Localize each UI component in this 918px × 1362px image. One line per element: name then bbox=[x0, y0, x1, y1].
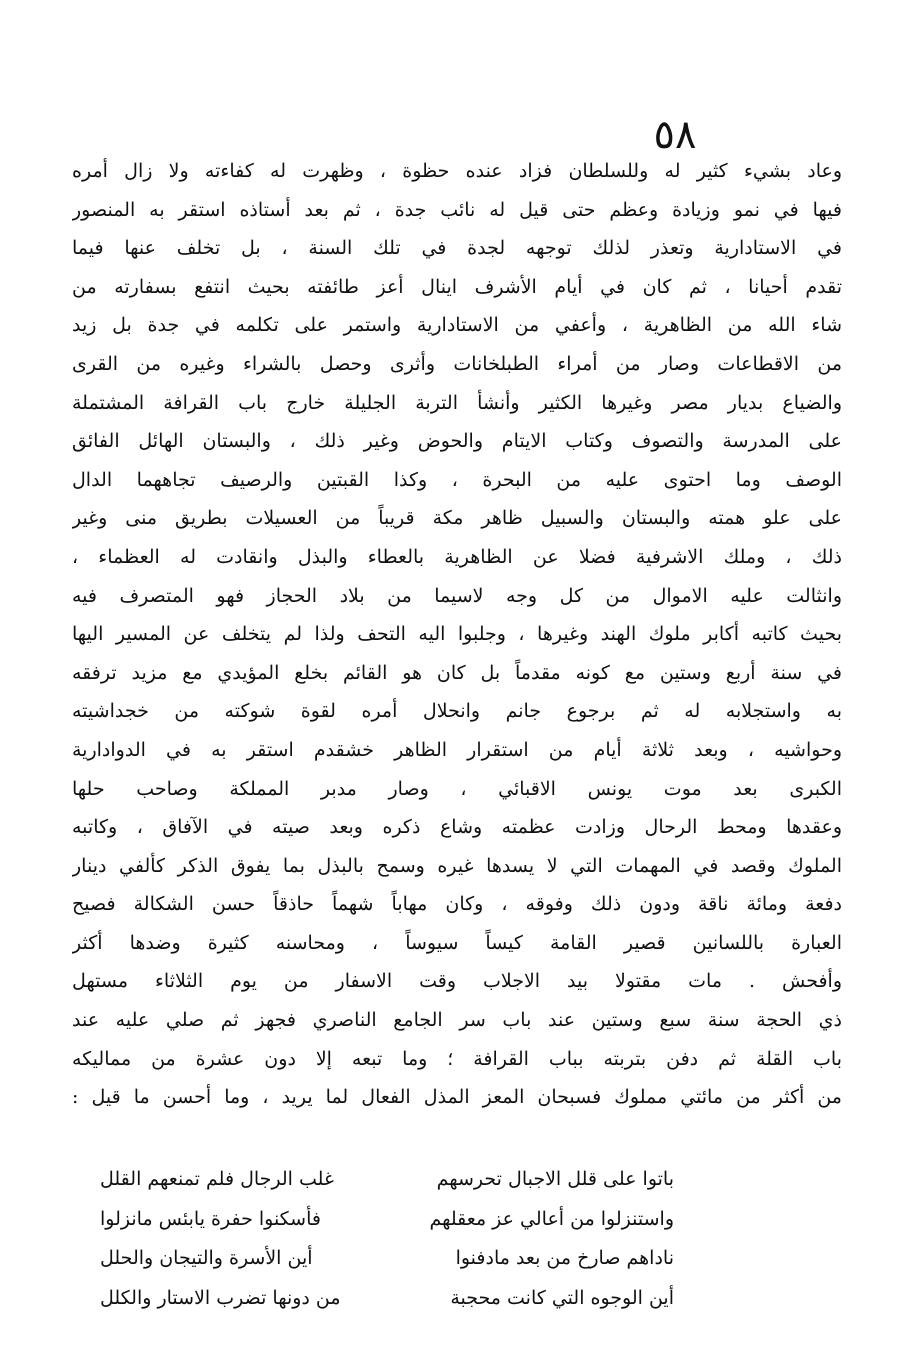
poem-first-hemistich: باتوا على قلل الاجبال تحرسهم bbox=[436, 1168, 674, 1190]
poem-verse bbox=[100, 1200, 674, 1240]
text-line: على علو همته والبستان والسبيل ظاهر مكة قريباً من العسيلات بطريق منى وغير bbox=[72, 507, 842, 530]
text-line: وعقدها ومحط الرحال وزادت عظمته وشاع ذكره وبعد صيته في الآفاق ، وكاتبه bbox=[72, 816, 842, 839]
text-line: دفعة ومائة ناقة ودون ذلك وفوقه ، وكان مهاباً شهماً حاذقاً حسن الشكالة فصيح bbox=[72, 893, 842, 916]
text-line: بحيث كاتبه أكابر ملوك الهند وغيرها ، وجلبوا اليه التحف ولذا لم يتخلف عن المسير اليها bbox=[72, 623, 842, 646]
text-line: وعاد بشيء كثير له وللسلطان فزاد عنده حظوة ، وظهرت له كفاءته ولا زال أمره bbox=[72, 160, 842, 182]
text-line: وحواشيه ، وبعد ثلاثة أيام من استقرار الظاهر خشقدم استقر به في الدوادارية bbox=[72, 738, 842, 761]
text-line: فيها في نمو وزيادة وعظم حتى قيل له نائب جدة ، ثم بعد أستاذه استقر به المنصور bbox=[72, 198, 842, 221]
text-line: الكبرى بعد موت يونس الاقبائي ، وصار مدبر المملكة وصاحب حلها bbox=[72, 777, 842, 800]
text-line: العبارة باللسانين قصير القامة كيساً سيوساً ، ومحاسنه كثيرة وضدها أكثر bbox=[72, 931, 842, 954]
text-line: ذلك ، وملك الاشرفية فضلا عن الظاهرية بالعطاء والبذل وانقادت له العظماء ، bbox=[72, 545, 842, 568]
poem-verse bbox=[100, 1239, 674, 1279]
poem-second-hemistich: أين الأسرة والتيجان والحلل bbox=[100, 1247, 313, 1269]
text-line: ذي الحجة سنة سبع وستين عند باب سر الجامع الناصري فجهز ثم صلي عليه عند bbox=[72, 1009, 842, 1032]
poem-verse bbox=[100, 1279, 674, 1319]
poem-first-hemistich: أين الوجوه التي كانت محجبة bbox=[450, 1286, 674, 1309]
text-line: تقدم أحيانا ، ثم كان في أيام الأشرف اينال أعز طائفته بحيث انتفع بسفارته من bbox=[72, 275, 842, 298]
text-line: وأفحش . مات مقتولا بيد الاجلاب وقت الاسفار من يوم الثلاثاء مستهل bbox=[72, 970, 842, 993]
text-line: الوصف وما احتوى عليه من البحرة ، وكذا القبتين والرصيف تجاههما الدال bbox=[72, 468, 842, 491]
text-line: باب القلة ثم دفن بتربته بباب القرافة ؛ وما تبعه إلا دون عشرة من مماليكه bbox=[72, 1047, 842, 1070]
text-line: والضياع بديار مصر وغيرها الكثير وأنشأ التربة الجليلة خارج باب القرافة المشتملة bbox=[72, 391, 842, 414]
text-line: من الاقطاعات وصار من أمراء الطبلخانات وأثرى وحصل بالشراء وغيره من القرى bbox=[72, 352, 842, 375]
text-line: شاء الله من الظاهرية ، وأعفي من الاستادارية واستمر على تكلمه في جدة بل زيد bbox=[72, 314, 842, 337]
poem-second-hemistich: فأسكنوا حفرة يابئس مانزلوا bbox=[100, 1207, 321, 1230]
text-line: في سنة أربع وستين مع كونه مقدماً بل كان هو القائم بخلع المؤيدي مع مزيد ترفقه bbox=[72, 661, 842, 684]
page-number: ٥٨ bbox=[653, 112, 697, 158]
poem-verse bbox=[100, 1160, 674, 1200]
text-line: على المدرسة والتصوف وكتاب الايتام والحوض وغير ذلك ، والبستان الهائل الفائق bbox=[72, 430, 842, 453]
text-line: به واستجلابه له ثم برجوع جانم وانحلال أمره لقوة شوكته من خجداشيته bbox=[72, 700, 842, 723]
poem-first-hemistich: واستنزلوا من أعالي عز معقلهم bbox=[429, 1207, 674, 1230]
text-line: من أكثر من مائتي مملوك فسبحان المعز المذل الفعال لما يريد ، وما أحسن ما قيل : bbox=[72, 1086, 842, 1109]
text-line: وانثالت عليه الاموال من كل وجه لاسيما من بلاد الحجاز فهو المتصرف فيه bbox=[72, 584, 842, 607]
text-line: في الاستادارية وتعذر لذلك توجهه لجدة في تلك السنة ، بل تخلف عنها فيما bbox=[72, 237, 842, 260]
poem-first-hemistich: ناداهم صارخ من بعد مادفنوا bbox=[455, 1247, 674, 1269]
poem-second-hemistich: من دونها تضرب الاستار والكلل bbox=[100, 1286, 341, 1309]
body-text bbox=[72, 152, 842, 1117]
text-line: الملوك وقصد في المهمات التي لا يسدها غيره وسمح بالبذل بما يفوق الذكر كألفي دينار bbox=[72, 854, 842, 877]
poem bbox=[100, 1160, 674, 1318]
poem-second-hemistich: غلب الرجال فلم تمنعهم القلل bbox=[100, 1168, 334, 1190]
